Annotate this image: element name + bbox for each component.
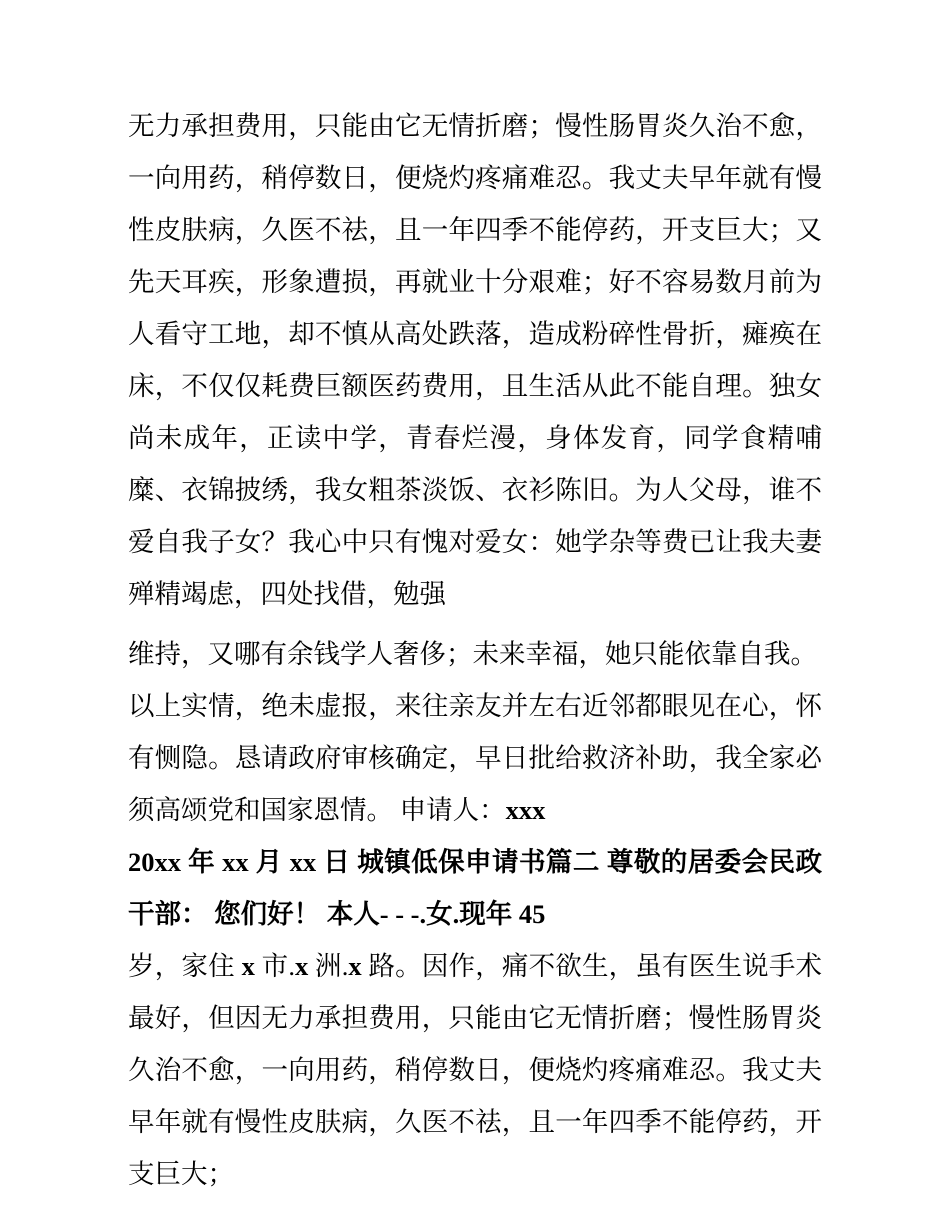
document-body <box>128 100 822 1200</box>
paragraph-5-text-1: 岁，家住 <box>128 951 242 981</box>
paragraph-spacer-1 <box>128 620 822 628</box>
paragraph-4: 20xx 年 xx 月 xx 日 城镇低保申请书篇二 尊敬的居委会民政干部： 您们好！ 本人- - -.女.现年 45 <box>128 847 822 929</box>
paragraph-5-text-2: 市. <box>254 951 295 981</box>
paragraph-2: 维持，又哪有余钱学人奢侈；未来幸福，她只能依靠自我。 <box>128 639 817 669</box>
paragraph-3 <box>128 680 822 836</box>
paragraph-1: 无力承担费用，只能由它无情折磨；慢性肠胃炎久治不愈，一向用药，稍停数日，便烧灼疼痛难忍。我丈夫早年就有慢性皮肤病，久医不祛，且一年四季不能停药，开支巨大；又先天耳疾，形象遭损，再就业十分艰难；好不容易数月前为人看守工地，却不慎从高处跌落，造成粉碎性骨折，瘫痪在床，不仅仅耗费巨额医药费用，且生活从此不能自理。独女尚未成年，正读中学，青春烂漫，身体发育，同学食精哺糜、衣锦披绣，我女粗茶淡饭、衣衫陈旧。为人父母，谁不爱自我子女？我心中只有愧对爱女：她学杂等费已让我夫妻殚精竭虑，四处找借，勉强 <box>128 111 822 609</box>
paragraph-5-text-4: 路。因作，痛不欲生，虽有医生说手术最好，但因无力承担费用，只能由它无情折磨；慢性肠胃炎久治不愈，一向用药，稍停数日，便烧灼疼痛难忍。我丈夫早年就有慢性皮肤病，久医不祛，且一年四季不能停药，开支巨大； <box>128 951 823 1189</box>
applicant-name: xxx <box>505 795 546 825</box>
district-placeholder: x <box>294 951 309 981</box>
street-placeholder: x <box>348 951 362 981</box>
city-placeholder: x <box>241 951 255 981</box>
paragraph-5-text-3: 洲. <box>308 951 349 981</box>
paragraph-3-text: 以上实情，绝未虚报，来往亲友并左右近邻都眼见在心，怀有恻隐。恳请政府审核确定，早日批给救济补助，我全家必须高颂党和国家恩情。 申请人： <box>128 691 822 825</box>
paragraph-5 <box>128 940 822 1200</box>
